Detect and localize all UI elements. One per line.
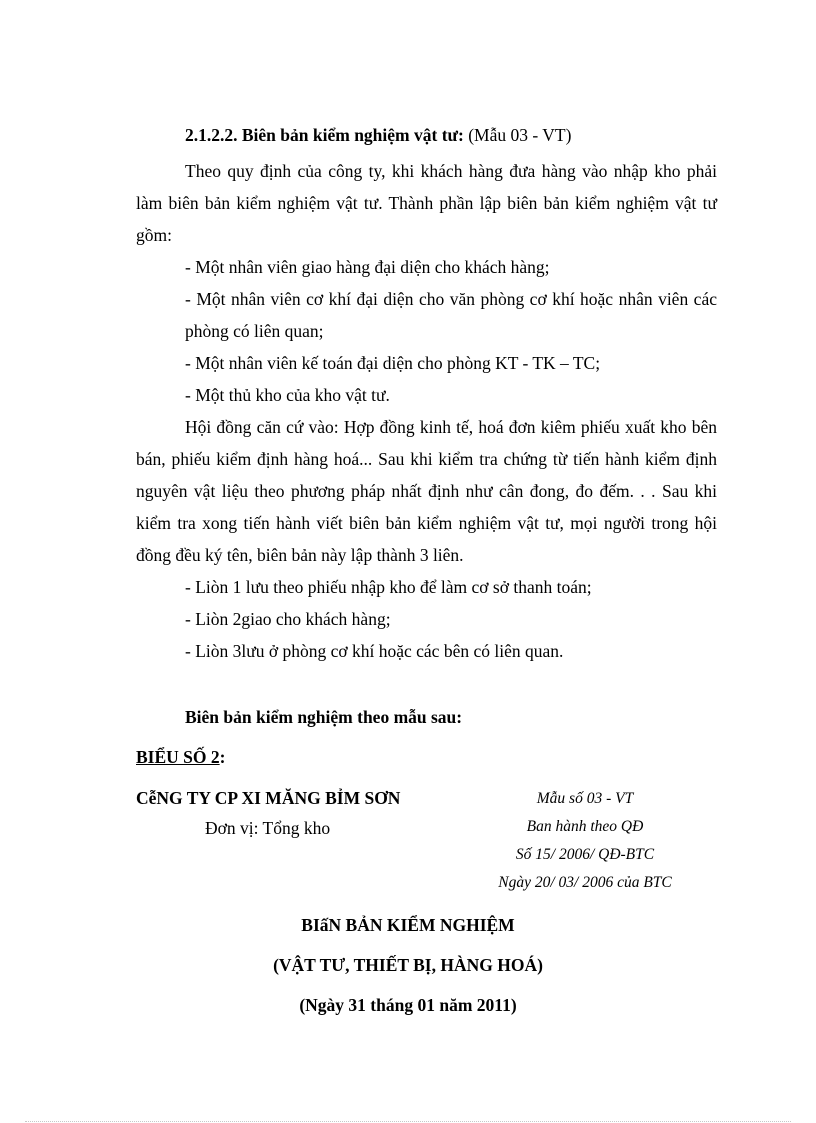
intro-paragraph: Theo quy định của công ty, khi khách hàng đưa hàng vào nhập kho phải làm biên bản kiểm nghiệm vật tư. Thành phần lập biên bản kiểm nghiệm vật tư gồm: [136,161,717,245]
form-meta-line: Mẫu số 03 - VT [536,790,634,807]
copy-item: - Liòn 1 lưu theo phiếu nhập kho để làm cơ sở thanh toán; [185,577,592,597]
form-label [136,747,225,768]
section-title: 2.1.2.2. Biên bản kiểm nghiệm vật tư: [185,125,464,145]
copy-item: - Liòn 3lưu ở phòng cơ khí hoặc các bên có liên quan. [185,641,564,661]
form-meta-line: Ngày 20/ 03/ 2006 của BTC [498,874,672,891]
section-form-ref: (Mẫu 03 - VT) [463,125,572,145]
form-meta-line: Ban hành theo QĐ [526,818,644,835]
member-item: - Một thủ kho của kho vật tư. [185,385,390,405]
section-heading [185,125,571,146]
council-paragraph: Hội đồng căn cứ vào: Hợp đồng kinh tế, hoá đơn kiêm phiếu xuất kho bên bán, phiếu kiểm định hàng hoá... Sau khi kiểm tra chứng từ tiến hành kiểm định nguyên vật liệu theo phương pháp nhất định như cân đong, đo đếm. . . Sau khi kiểm tra xong tiến hành viết biên bản kiểm nghiệm vật tư, mọi người trong hội đồng đều ký tên, biên bản này lập thành 3 liên. [136,417,717,565]
company-unit: Đơn vị: Tổng kho [205,818,331,838]
member-item: - Một nhân viên giao hàng đại diện cho khách hàng; [185,257,550,277]
intro-block [136,155,717,667]
company-name: CễNG TY CP XI MĂNG BỈM SƠN [136,788,401,808]
form-label-colon: : [219,747,226,767]
page-footer-divider [25,1121,791,1122]
member-item: - Một nhân viên kế toán đại diện cho phòng KT - TK – TC; [185,353,601,373]
copy-item: - Liòn 2giao cho khách hàng; [185,609,391,629]
form-label-text: BIỂU SỐ 2 [136,747,220,767]
template-intro: Biên bản kiểm nghiệm theo mẫu sau: [185,707,463,727]
document-subtitle: (VẬT TƯ, THIẾT BỊ, HÀNG HOÁ) [273,955,543,975]
document-title: BIấN BẢN KIỂM NGHIỆM [301,915,515,935]
member-item: - Một nhân viên cơ khí đại diện cho văn phòng cơ khí hoặc nhân viên các phòng có liên quan; [185,289,717,341]
form-meta-line: Số 15/ 2006/ QĐ-BTC [515,846,655,863]
document-date: (Ngày 31 tháng 01 năm 2011) [299,995,517,1015]
